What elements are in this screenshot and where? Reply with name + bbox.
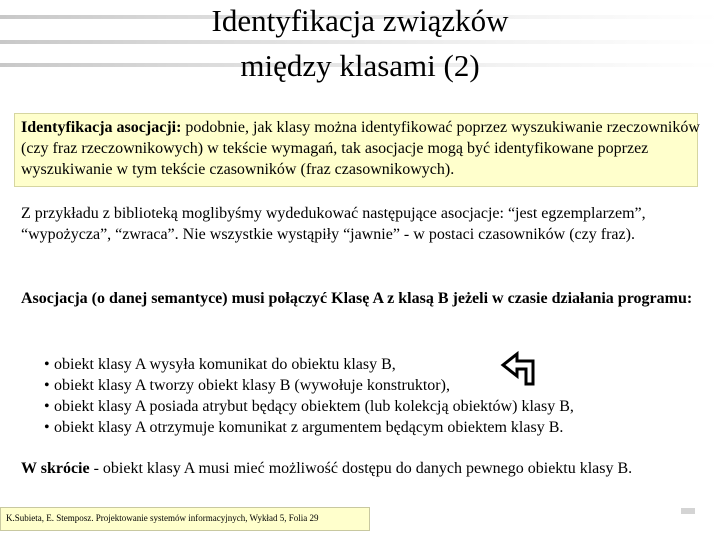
association-rule-paragraph: Asocjacja (o danej semantyce) musi połączyć Klasę A z klasą B jeżeli w czasie działania programu: bbox=[21, 290, 693, 307]
association-conditions-list bbox=[44, 354, 684, 438]
arrow-left-icon[interactable] bbox=[500, 350, 536, 386]
summary-body: - obiekt klasy A musi mieć możliwość dostępu do danych pewnego obiektu klasy B. bbox=[89, 460, 633, 477]
association-identification-body: podobnie, jak klasy można identyfikować poprzez wyszukiwanie rzeczowników (czy fraz rzeczownikowych) w tekście wymagań, tak asocjacje mogą być identyfikowane poprzez wyszukiwanie w tym tekście czasowników (fraz czasownikowych). bbox=[21, 119, 700, 178]
summary-paragraph bbox=[21, 458, 711, 479]
summary-lead: W skrócie bbox=[21, 460, 90, 477]
list-item bbox=[44, 375, 684, 396]
bullet-marker: • bbox=[44, 356, 50, 373]
bullet-marker: • bbox=[44, 377, 50, 394]
association-identification-paragraph bbox=[21, 117, 711, 180]
bullet-marker: • bbox=[44, 398, 50, 415]
footer-citation: K.Subieta, E. Stemposz. Projektowanie systemów informacyjnych, Wykład 5, Folia 29 bbox=[6, 513, 319, 523]
list-item bbox=[44, 354, 684, 375]
list-item-text: obiekt klasy A posiada atrybut będący obiektem (lub kolekcją obiektów) klasy B, bbox=[54, 398, 574, 415]
corner-mark bbox=[681, 508, 695, 514]
slide-title-line-2: między klasami (2) bbox=[240, 48, 480, 83]
slide-title-line-1: Identyfikacja związków bbox=[211, 3, 509, 38]
title-rule-middle bbox=[0, 40, 720, 44]
list-item-text: obiekt klasy A otrzymuje komunikat z argumentem będącym obiektem klasy B. bbox=[54, 419, 564, 436]
list-item bbox=[44, 396, 684, 417]
bullet-marker: • bbox=[44, 419, 50, 436]
list-item-text: obiekt klasy A tworzy obiekt klasy B (wywołuje konstruktor), bbox=[54, 377, 450, 394]
list-item bbox=[44, 417, 684, 438]
association-identification-lead: Identyfikacja asocjacji: bbox=[21, 119, 182, 136]
library-example-paragraph: Z przykładu z biblioteką moglibyśmy wydedukować następujące asocjacje: “jest egzemplarzem”, “wypożycza”, “zwraca”. Nie wszystkie wystąpiły “jawnie” - w postaci czasowników (czy fraz). bbox=[21, 205, 646, 243]
list-item-text: obiekt klasy A wysyła komunikat do obiektu klasy B, bbox=[54, 356, 396, 373]
